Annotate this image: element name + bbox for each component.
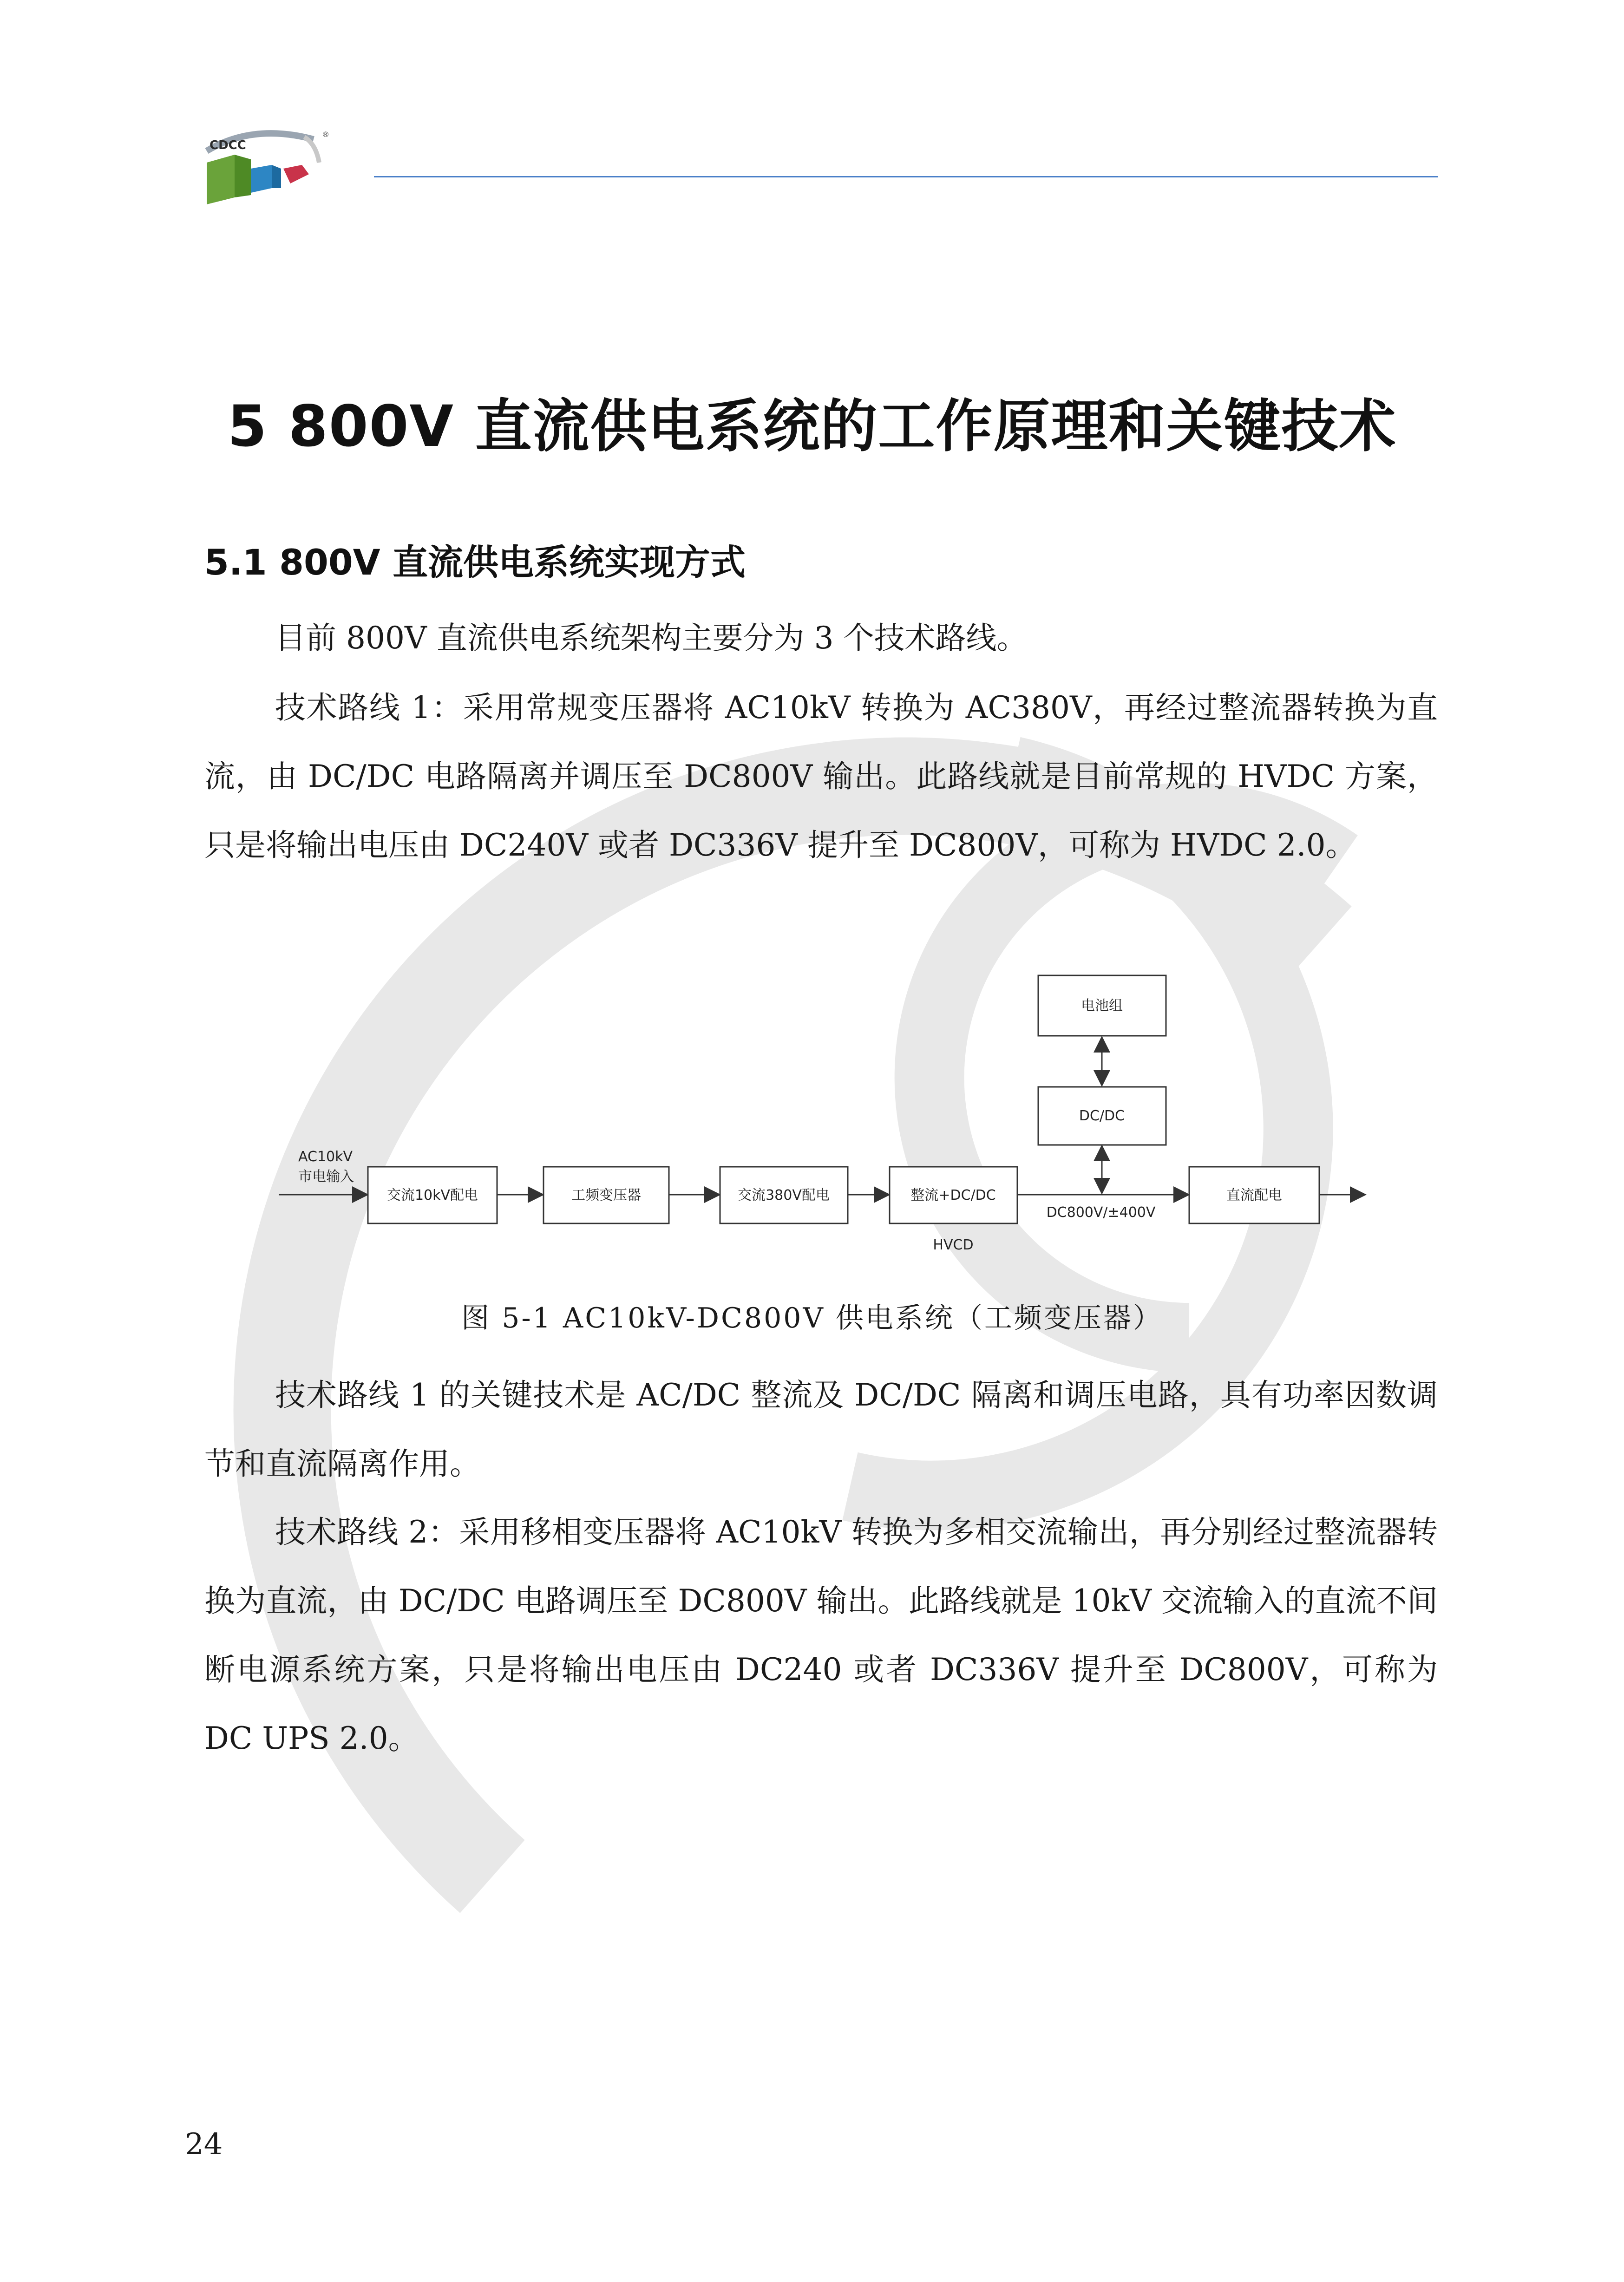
box-ac380v-label: 交流380V配电 [738, 1187, 830, 1203]
box-ac10kv-label: 交流10kV配电 [386, 1187, 478, 1203]
cdcc-logo [197, 118, 341, 207]
input-label-line2: 市电输入 [298, 1169, 354, 1185]
power-system-diagram [269, 957, 1384, 1263]
paragraph-1: 目前 800V 直流供电系统架构主要分为 3 个技术路线。 [275, 620, 1028, 656]
logo-registered-mark: ® [322, 130, 329, 139]
figure-caption: 图 5-1 AC10kV-DC800V 供电系统（工频变压器） [461, 1302, 1163, 1334]
box-dc-distribution-label: 直流配电 [1226, 1187, 1282, 1203]
chapter-title: 5 800V 直流供电系统的工作原理和关键技术 [227, 393, 1397, 459]
section-title: 5.1 800V 直流供电系统实现方式 [204, 542, 746, 583]
hvcd-label: HVCD [933, 1237, 974, 1253]
output-voltage-label: DC800V/±400V [1046, 1204, 1156, 1221]
paragraph-2: 技术路线 1：采用常规变压器将 AC10kV 转换为 AC380V，再经过整流器转换为直流，由 DC/DC 电路隔离并调压至 DC800V 输出。此路线就是目前常规的 HVDC 方案，只是将输出电压由 DC240V 或者 DC336V 提升至 DC800V，可称为 HVDC 2.0。 [204, 690, 1438, 863]
page-number: 24 [185, 2127, 223, 2162]
header-rule [374, 176, 1438, 177]
box-transformer-label: 工频变压器 [571, 1187, 641, 1203]
paragraph-3: 技术路线 1 的关键技术是 AC/DC 整流及 DC/DC 隔离和调压电路，具有功率因数调节和直流隔离作用。 [204, 1377, 1438, 1482]
box-battery-label: 电池组 [1081, 998, 1123, 1014]
input-label-line1: AC10kV [298, 1149, 353, 1165]
box-dcdc-label: DC/DC [1079, 1108, 1125, 1124]
paragraph-4: 技术路线 2：采用移相变压器将 AC10kV 转换为多相交流输出，再分别经过整流器转换为直流，由 DC/DC 电路调压至 DC800V 输出。此路线就是 10kV 交流输入的直流不间断电源系统方案，只是将输出电压由 DC240 或者 DC336V 提升至 DC800V，可称为 DC UPS 2.0。 [204, 1514, 1438, 1756]
logo-text: CDCC [210, 138, 246, 152]
box-rectifier-label: 整流+DC/DC [910, 1187, 996, 1203]
